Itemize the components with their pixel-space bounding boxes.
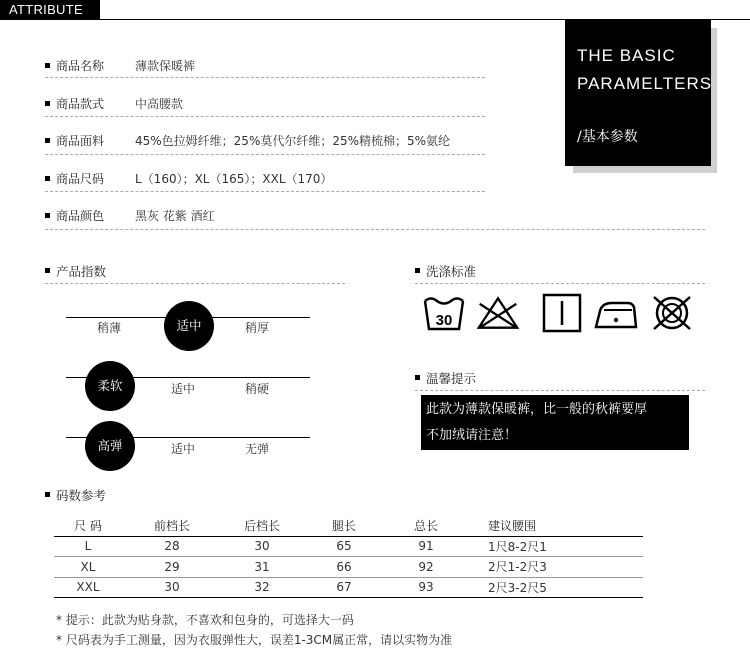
scale-option: 无弹 <box>245 442 270 456</box>
param-label: 商品名称 <box>56 59 105 73</box>
table-cell: 2尺1-2尺3 <box>466 557 643 578</box>
table-header-row <box>54 516 643 536</box>
tip-box <box>421 395 689 450</box>
param-value: 薄款保暖裤 <box>135 59 196 73</box>
size-table <box>54 516 643 598</box>
tumble-dry-icon <box>540 293 584 333</box>
divider <box>45 191 485 192</box>
tip-line: 此款为薄款保暖裤，比一般的秋裤要厚 <box>426 402 648 417</box>
scale-selected-marker: 高弹 <box>85 421 135 471</box>
attribute-tab: ATTRIBUTE <box>0 0 100 20</box>
size-section-title: 码数参考 <box>56 488 107 503</box>
iron-icon <box>594 293 638 333</box>
table-row <box>54 557 643 578</box>
param-label: 商品尺码 <box>56 172 105 186</box>
header-rule <box>0 0 750 20</box>
divider <box>415 390 705 391</box>
bullet-icon <box>415 375 420 380</box>
bullet-icon <box>45 101 50 106</box>
note-line: * 尺码表为手工测量，因为衣服弹性大，误差1-3CM属正常，请以实物为准 <box>56 633 453 647</box>
tips-section-title: 温馨提示 <box>426 371 477 386</box>
bullet-icon <box>45 63 50 68</box>
scale-option: 稍薄 <box>97 321 122 335</box>
scale-selected-marker: 适中 <box>164 301 214 351</box>
wash-30-icon <box>422 293 466 333</box>
no-bleach-icon <box>476 293 520 333</box>
table-header: 建议腰围 <box>466 516 643 536</box>
bullet-icon <box>45 176 50 181</box>
table-row <box>54 577 643 598</box>
scale-option: 稍硬 <box>245 382 270 396</box>
index-section-title: 产品指数 <box>56 264 107 279</box>
scale-option: 稍厚 <box>245 321 270 335</box>
table-header: 后档长 <box>222 516 302 536</box>
bullet-icon <box>45 213 50 218</box>
table-cell: 1尺8-2尺1 <box>466 536 643 557</box>
param-label: 商品面料 <box>56 134 105 148</box>
table-header: 前档长 <box>122 516 222 536</box>
table-cell: 30 <box>222 536 302 557</box>
divider <box>45 77 485 78</box>
table-header: 腿长 <box>302 516 386 536</box>
bullet-icon <box>45 492 50 497</box>
divider <box>45 154 485 155</box>
param-label: 商品颜色 <box>56 209 105 223</box>
divider <box>45 116 485 117</box>
table-cell: 28 <box>122 536 222 557</box>
table-cell: 30 <box>122 577 222 598</box>
tip-line: 不加绒请注意！ <box>426 428 518 443</box>
bullet-icon <box>45 138 50 143</box>
table-cell: L <box>54 536 122 557</box>
table-cell: 65 <box>302 536 386 557</box>
table-cell: XXL <box>54 577 122 598</box>
divider <box>415 283 705 284</box>
basic-title-line1: THE BASIC <box>577 46 676 65</box>
wash-temp-text: 30 <box>435 312 453 329</box>
table-cell: 92 <box>386 557 466 578</box>
divider <box>45 229 705 230</box>
param-label: 商品款式 <box>56 97 105 111</box>
table-header: 尺 码 <box>54 516 122 536</box>
table-header: 总长 <box>386 516 466 536</box>
param-value: 中高腰款 <box>135 97 184 111</box>
table-cell: 2尺3-2尺5 <box>466 577 643 598</box>
table-cell: 67 <box>302 577 386 598</box>
bullet-icon <box>415 268 420 273</box>
basic-params-box <box>565 20 711 166</box>
scale-option: 适中 <box>171 382 196 396</box>
table-row <box>54 536 643 557</box>
param-value: 45%色拉姆纤维；25%莫代尔纤维；25%精梳棉；5%氨纶 <box>135 134 451 148</box>
table-cell: 93 <box>386 577 466 598</box>
bullet-icon <box>45 268 50 273</box>
param-value: L（160）；XL（165）；XXL（170） <box>135 172 333 186</box>
scale-option: 适中 <box>171 442 196 456</box>
scale-selected-marker: 柔软 <box>85 361 135 411</box>
note-line: * 提示：此款为贴身款，不喜欢和包身的，可选择大一码 <box>56 613 354 627</box>
param-value: 黑灰 花紫 酒红 <box>135 209 215 223</box>
table-cell: XL <box>54 557 122 578</box>
wash-section-title: 洗涤标准 <box>426 264 477 279</box>
table-cell: 29 <box>122 557 222 578</box>
table-cell: 31 <box>222 557 302 578</box>
basic-subtitle: /基本参数 <box>577 129 638 145</box>
basic-title-line2: PARAMELTERS <box>577 74 713 93</box>
divider <box>45 283 345 284</box>
table-cell: 91 <box>386 536 466 557</box>
table-cell: 32 <box>222 577 302 598</box>
table-cell: 66 <box>302 557 386 578</box>
no-dry-clean-icon <box>650 293 694 333</box>
